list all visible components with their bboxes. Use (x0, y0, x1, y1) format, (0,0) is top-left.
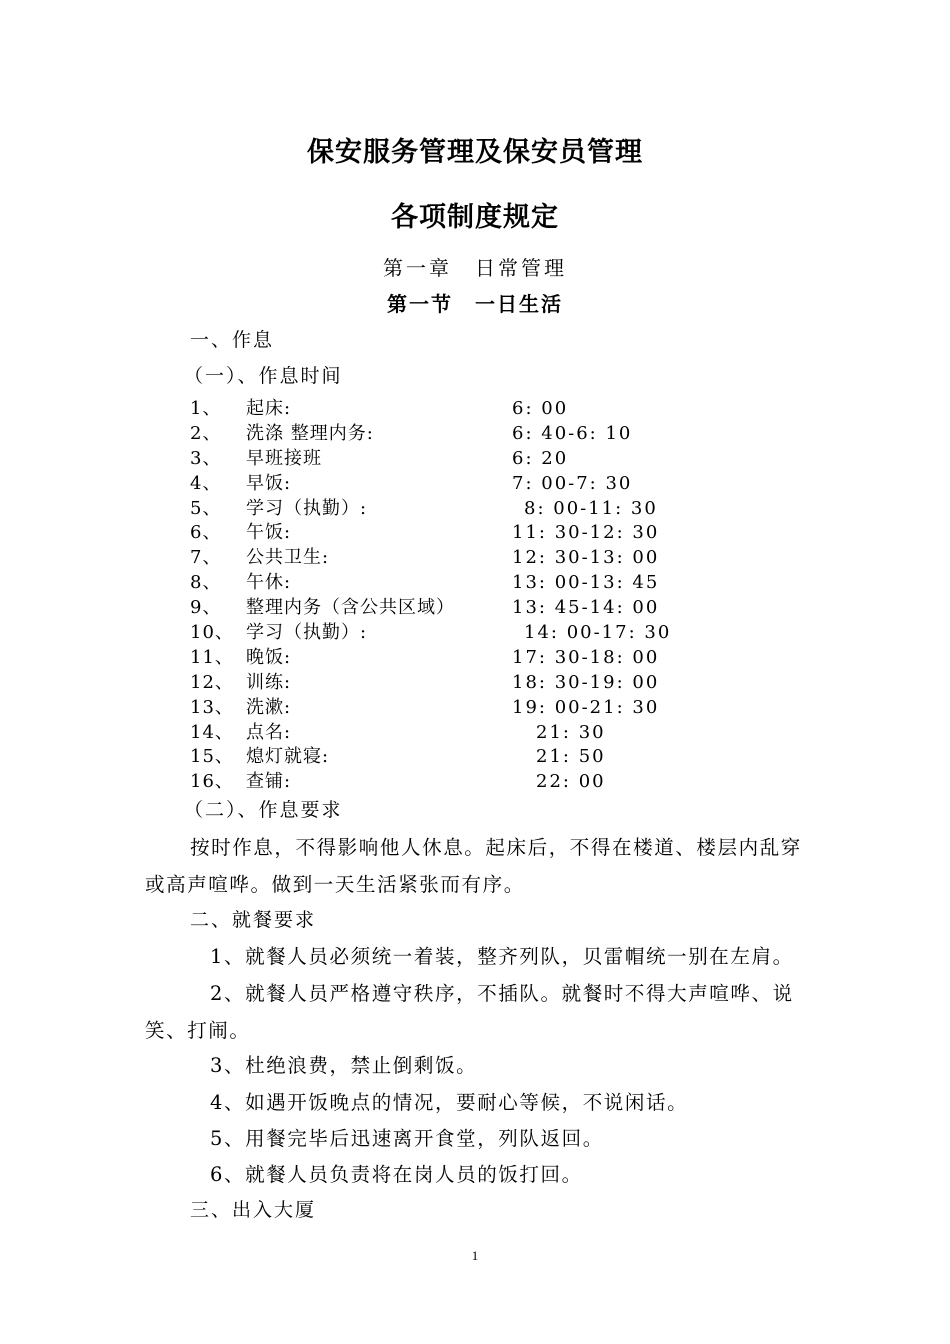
schedule-row-task: 点名: (246, 721, 292, 743)
schedule-row-number: 9、 (190, 597, 222, 619)
schedule-row-time: 12: 30-13: 00 (512, 547, 660, 569)
schedule-row (190, 422, 750, 447)
schedule-row (190, 521, 750, 546)
rest-requirements-line2: 或高声喧哗。做到一天生活紧张而有序。 (145, 873, 525, 896)
schedule-row-task: 起床: (246, 398, 292, 419)
schedule-row-number: 12、 (190, 671, 234, 693)
schedule-row-task: 学习（执勤）: (246, 497, 368, 519)
schedule-row-time: 21: 50 (536, 746, 606, 768)
schedule-row-task: 学习（执勤）: (246, 622, 368, 644)
schedule-row-number: 1、 (190, 398, 222, 419)
schedule-row-number: 6、 (190, 522, 222, 544)
schedule-row-task: 早饭: (246, 472, 292, 494)
subheading-rest-requirements: （二）、作息要求 (184, 799, 343, 821)
dining-item-3: 3、杜绝浪费，禁止倒剩饭。 (210, 1054, 478, 1077)
schedule-row (190, 497, 750, 522)
schedule-row (190, 472, 750, 497)
schedule-row-time: 21: 30 (536, 721, 606, 743)
schedule-row-time: 6: 20 (512, 447, 569, 469)
chapter-heading: 第一章 日常管理 (383, 256, 567, 280)
schedule-row-task: 整理内务（含公共区域） (246, 597, 455, 619)
document-title-line2: 各项制度规定 (391, 202, 559, 233)
schedule-row (190, 721, 750, 746)
schedule-row (190, 596, 750, 621)
schedule-row (190, 546, 750, 571)
schedule-row-time: 6: 40-6: 10 (512, 422, 633, 444)
schedule-row-number: 13、 (190, 696, 234, 718)
section-heading: 第一节 一日生活 (387, 292, 563, 316)
schedule-row-task: 洗漱: (246, 696, 292, 718)
schedule-row-number: 14、 (190, 721, 234, 743)
schedule-row-number: 11、 (190, 646, 234, 668)
schedule-row-time: 13: 00-13: 45 (512, 572, 660, 594)
rest-requirements-line1: 按时作息，不得影响他人休息。起床后，不得在楼道、楼层内乱穿 (190, 836, 802, 859)
schedule-row (190, 621, 750, 646)
schedule-row-task: 洗涤 整理内务: (246, 422, 374, 444)
dining-item-2-line2: 笑、打闹。 (145, 1019, 251, 1042)
schedule-row-number: 8、 (190, 572, 222, 594)
document-title-line1: 保安服务管理及保安员管理 (307, 137, 643, 168)
heading-rest: 一、作息 (190, 329, 275, 351)
schedule-row-task: 午饭: (246, 522, 292, 544)
schedule-row-time: 18: 30-19: 00 (512, 671, 660, 693)
dining-item-1: 1、就餐人员必须统一着装，整齐列队，贝雷帽统一别在左肩。 (210, 945, 794, 968)
schedule-row-task: 早班接班 (246, 447, 322, 469)
schedule-row (190, 447, 750, 472)
schedule-row-number: 15、 (190, 746, 234, 768)
schedule-row-number: 2、 (190, 422, 222, 444)
schedule-row-number: 10、 (190, 622, 234, 644)
schedule-row-time: 19: 00-21: 30 (512, 696, 660, 718)
schedule-row-task: 公共卫生: (246, 547, 330, 569)
schedule-row-number: 4、 (190, 472, 222, 494)
schedule-row-task: 查铺: (246, 771, 292, 793)
dining-item-6: 6、就餐人员负责将在岗人员的饭打回。 (210, 1163, 583, 1186)
heading-dining: 二、就餐要求 (190, 909, 317, 931)
schedule-row-time: 22: 00 (536, 771, 606, 793)
schedule-row (190, 696, 750, 721)
schedule-row-time: 14: 00-17: 30 (524, 622, 672, 644)
schedule-row-time: 11: 30-12: 30 (512, 522, 660, 544)
page-number: 1 (471, 1248, 479, 1263)
schedule-row (190, 770, 750, 795)
schedule-row (190, 571, 750, 596)
schedule-row-number: 5、 (190, 497, 222, 519)
schedule-row (190, 671, 750, 696)
schedule-row-time: 8: 00-11: 30 (524, 497, 658, 519)
schedule-row-number: 16、 (190, 771, 234, 793)
schedule-row-task: 训练: (246, 671, 292, 693)
schedule-row (190, 745, 750, 770)
schedule-row (190, 646, 750, 671)
dining-item-4: 4、如遇开饭晚点的情况，要耐心等候，不说闲话。 (210, 1091, 689, 1114)
schedule-row-task: 熄灯就寝: (246, 746, 330, 768)
dining-item-5: 5、用餐完毕后迅速离开食堂，列队返回。 (210, 1127, 604, 1150)
heading-entry-building: 三、出入大厦 (190, 1199, 317, 1221)
schedule-row-number: 3、 (190, 447, 222, 469)
schedule-row-number: 7、 (190, 547, 222, 569)
subheading-rest-time: （一）、作息时间 (184, 365, 343, 387)
schedule-row-task: 午休: (246, 572, 292, 594)
schedule-row-task: 晚饭: (246, 646, 292, 668)
schedule-row-time: 6: 00 (512, 398, 569, 419)
schedule-row-time: 7: 00-7: 30 (512, 472, 633, 494)
schedule-row (190, 397, 750, 422)
schedule-list (190, 397, 750, 795)
schedule-row-time: 13: 45-14: 00 (512, 597, 660, 619)
dining-item-2-line1: 2、就餐人员严格遵守秩序，不插队。就餐时不得大声喧哗、说 (210, 982, 794, 1005)
schedule-row-time: 17: 30-18: 00 (512, 646, 660, 668)
